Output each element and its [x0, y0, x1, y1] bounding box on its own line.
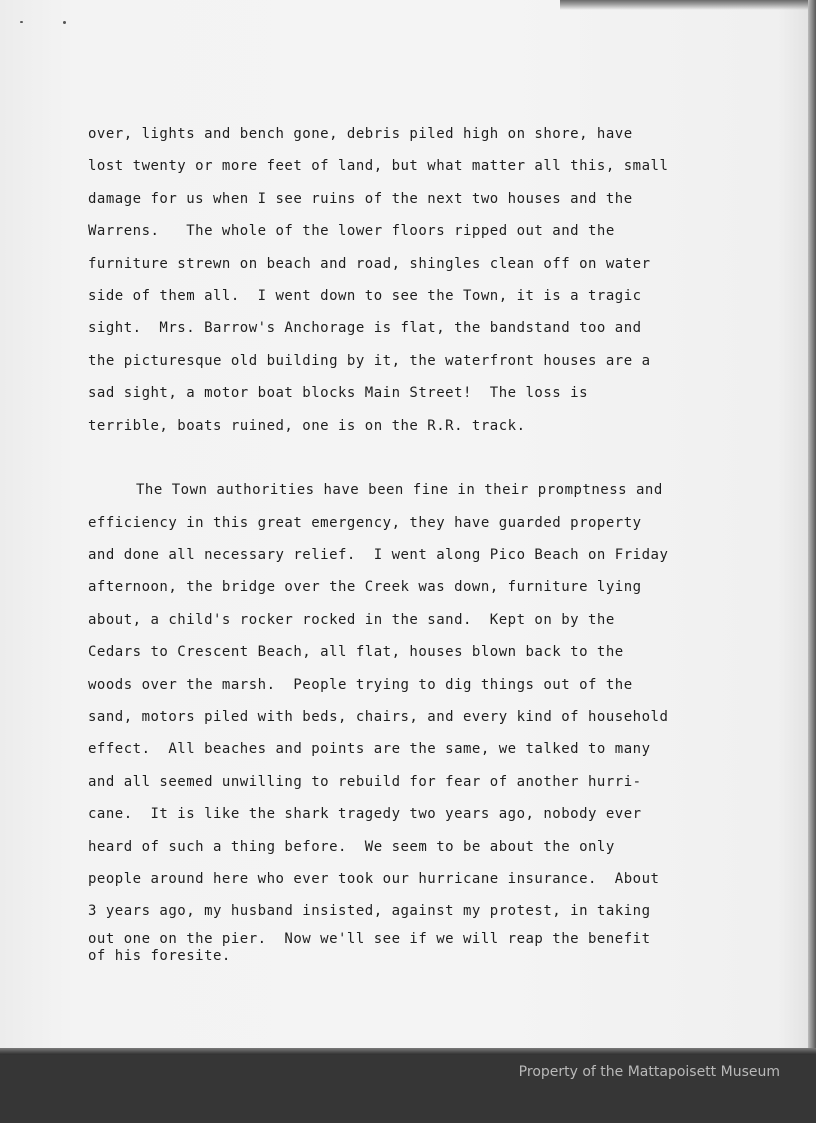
text-line: of his foresite. [88, 947, 231, 964]
text-line: over, lights and bench gone, debris piled high on shore, have [88, 126, 633, 142]
text-line: and all seemed unwilling to rebuild for fear of another hurri- [88, 773, 642, 790]
text-line: sad sight, a motor boat blocks Main Street! The loss is [88, 385, 589, 402]
paper-right-edge-shadow [808, 0, 816, 1050]
text-line: Warrens. The whole of the lower floors ripped out and the [88, 223, 615, 240]
text-line: Cedars to Crescent Beach, all flat, houses blown back to the [88, 644, 624, 661]
paper-top-edge-shadow [560, 0, 816, 10]
text-line: heard of such a thing before. We seem to be about the only [88, 838, 615, 855]
museum-watermark: Property of the Mattapoisett Museum [518, 1064, 780, 1080]
text-line: lost twenty or more feet of land, but what matter all this, small [88, 158, 669, 175]
paragraph-gap [88, 445, 748, 477]
text-line: the picturesque old building by it, the waterfront houses are a [88, 352, 651, 369]
paper-speck [20, 21, 23, 23]
text-line: furniture strewn on beach and road, shingles clean off on water [88, 255, 651, 272]
text-line: woods over the marsh. People trying to dig things out of the [88, 676, 633, 693]
paper-speck [63, 21, 66, 24]
text-line: 3 years ago, my husband insisted, against my protest, in taking [88, 903, 651, 920]
paragraph-2 [88, 477, 748, 964]
text-line: sand, motors piled with beds, chairs, and every kind of household [88, 709, 669, 726]
text-line: The Town authorities have been fine in their promptness and [136, 482, 663, 499]
letter-body [88, 121, 748, 965]
text-line: sight. Mrs. Barrow's Anchorage is flat, the bandstand too and [88, 320, 642, 337]
text-line: efficiency in this great emergency, they have guarded property [88, 514, 642, 531]
text-line: people around here who ever took our hurricane insurance. About [88, 870, 660, 887]
paper-bottom-edge-shadow [0, 1048, 816, 1054]
text-line: and done all necessary relief. I went along Pico Beach on Friday [88, 547, 669, 564]
text-line: side of them all. I went down to see the Town, it is a tragic [88, 287, 642, 304]
text-line: afternoon, the bridge over the Creek was down, furniture lying [88, 579, 642, 596]
text-line: cane. It is like the shark tragedy two years ago, nobody ever [88, 806, 642, 823]
paragraph-1 [88, 121, 748, 445]
text-line: about, a child's rocker rocked in the sand. Kept on by the [88, 611, 615, 628]
text-line: terrible, boats ruined, one is on the R.R. track. [88, 417, 526, 434]
text-line: out one on the pier. Now we'll see if we will reap the benefit [88, 930, 651, 947]
text-line: effect. All beaches and points are the same, we talked to many [88, 741, 651, 758]
text-line: damage for us when I see ruins of the next two houses and the [88, 190, 633, 207]
